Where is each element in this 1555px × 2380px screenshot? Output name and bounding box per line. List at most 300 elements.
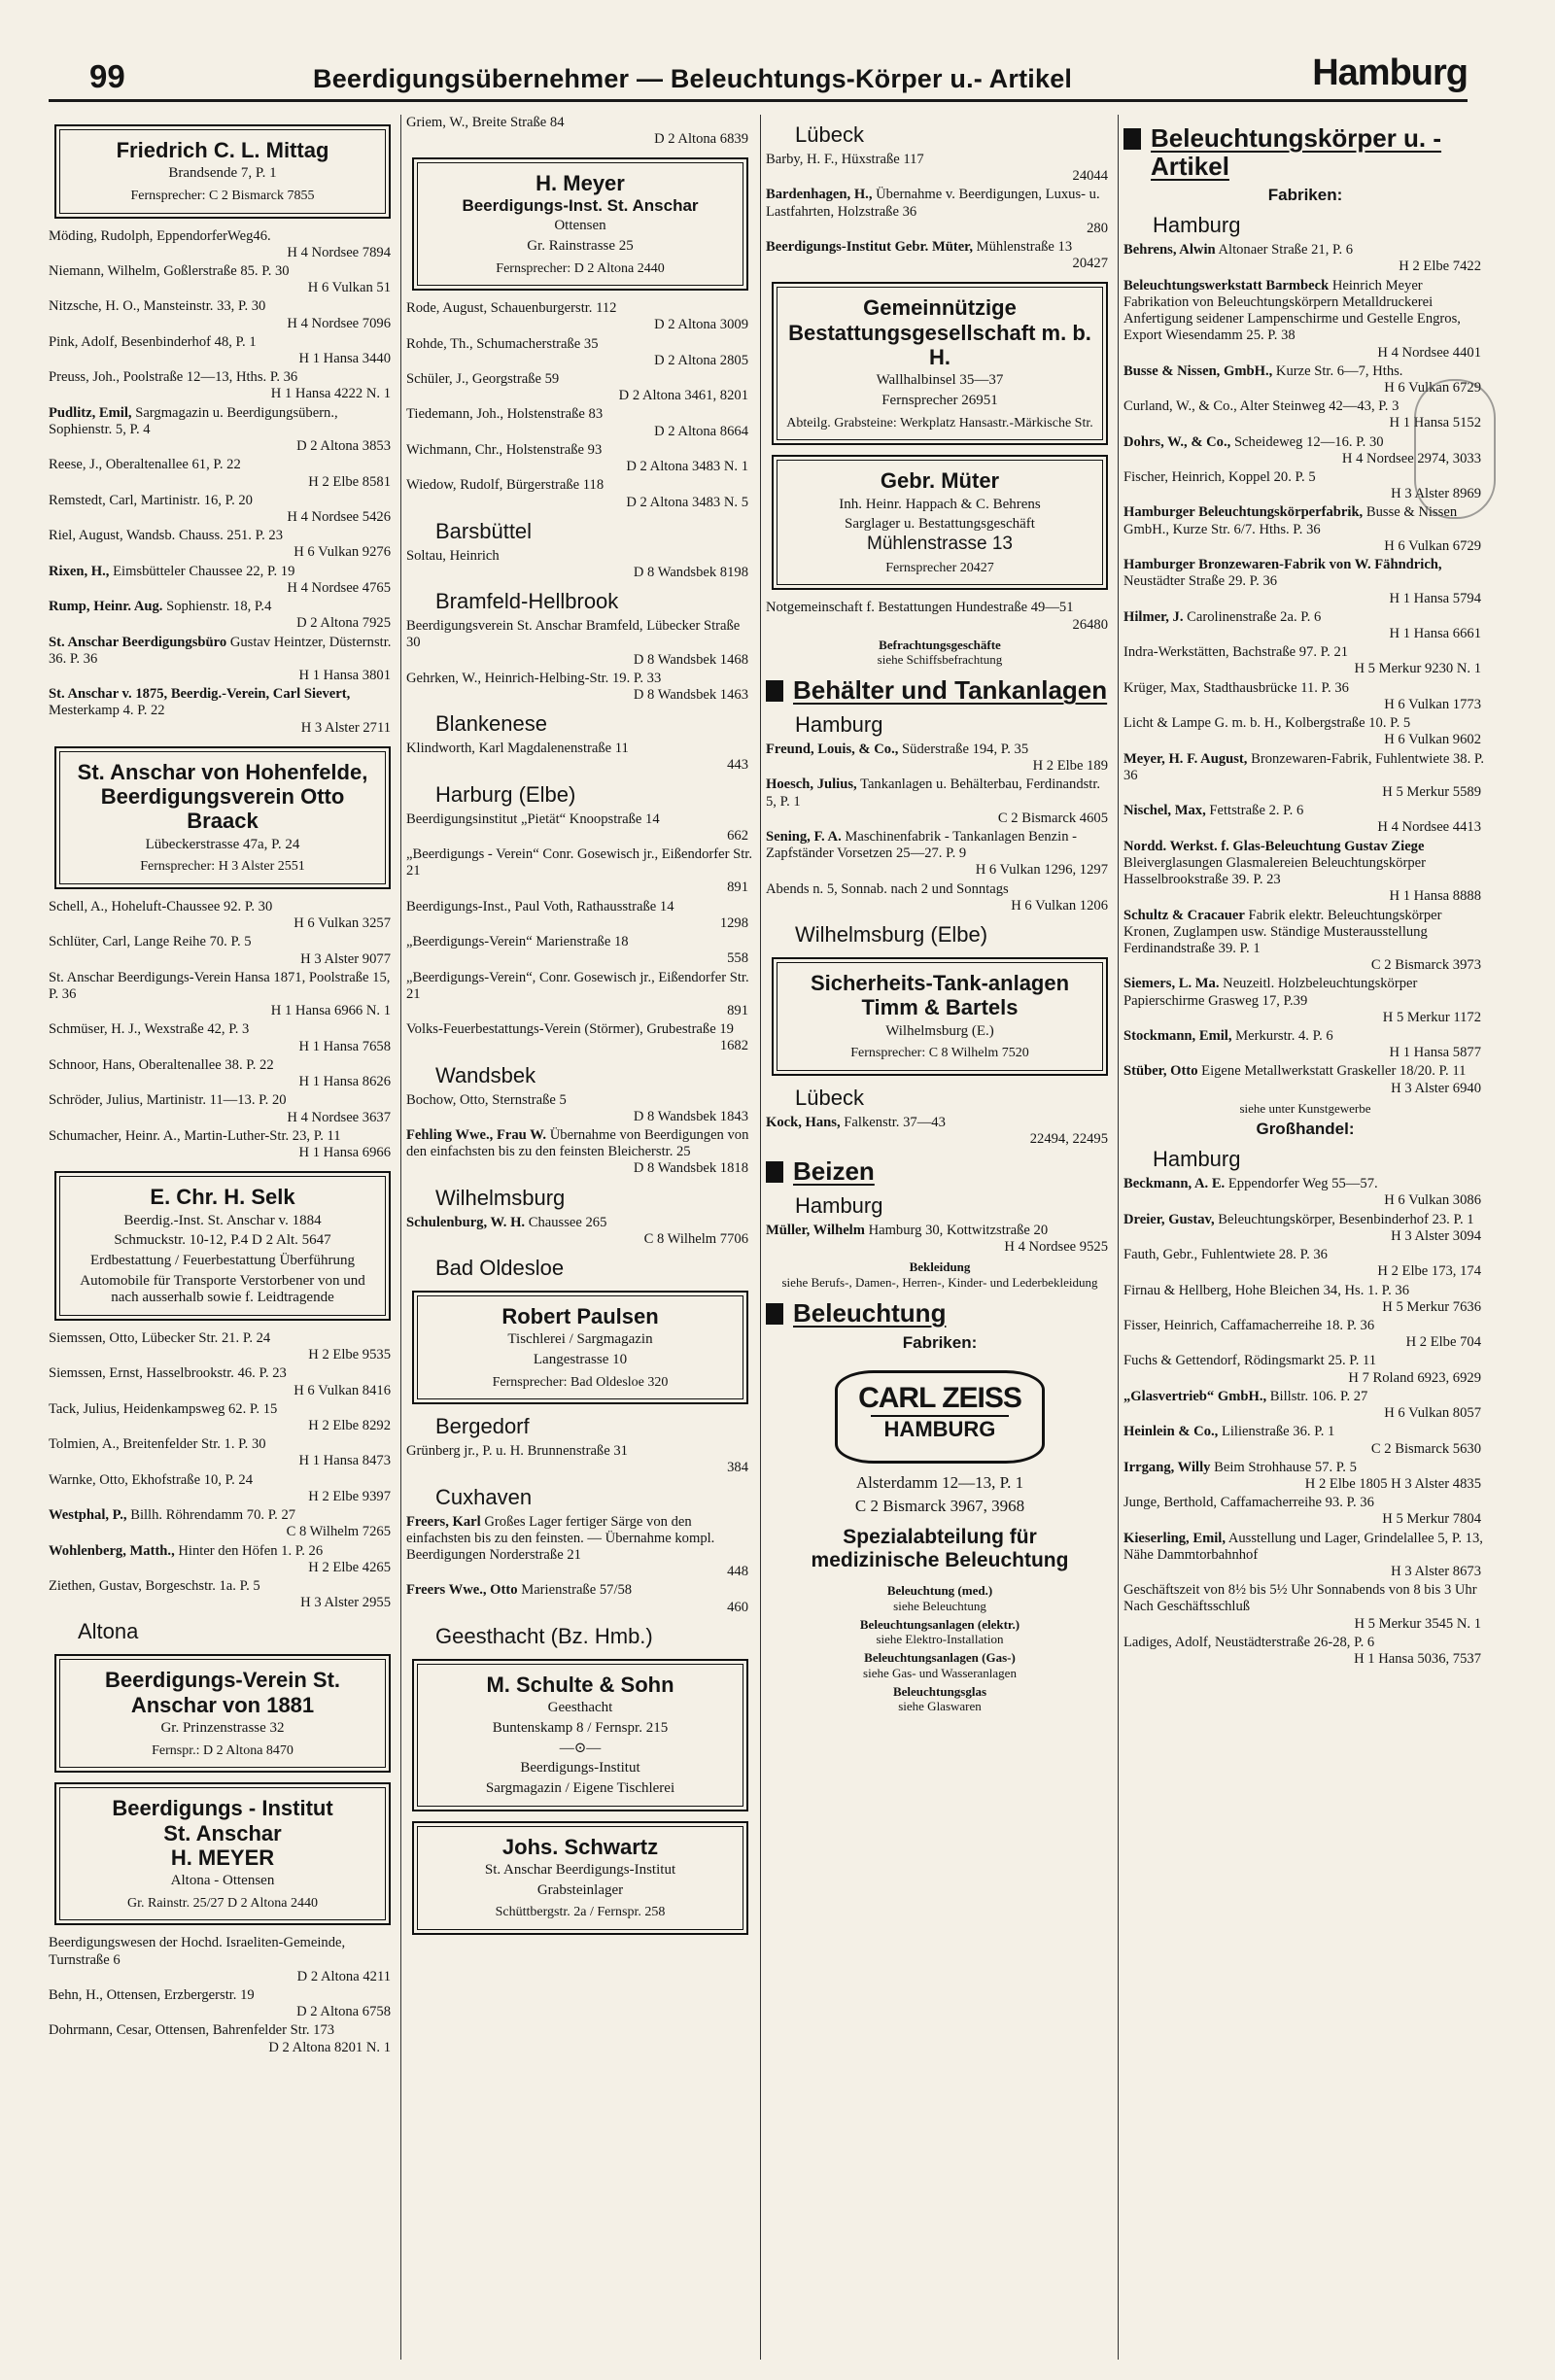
entry-text: Neuzeitl. Holzbeleuchtungskörper Papierschirme Grasweg 17, P.39 <box>1123 976 1418 1009</box>
list-item <box>49 263 397 296</box>
list-item <box>1123 1283 1487 1316</box>
city-heading: Hamburg <box>1153 1147 1241 1172</box>
entry-text: Fisser, Heinrich, Caffamacherreihe 18. P. 36 <box>1123 1317 1375 1333</box>
entry-list <box>1123 1176 1487 1668</box>
entry-name: Stockmann, Emil, <box>1123 1028 1232 1045</box>
entry-phone: H 1 Hansa 5152 <box>1389 415 1481 431</box>
ad-name: St. Anschar von Hohenfelde, Beerdigungsverein Otto Braack <box>77 759 368 834</box>
city-heading: Lübeck <box>795 122 864 147</box>
list-item <box>406 1215 754 1248</box>
ad-phone: Gr. Rainstr. 25/27 D 2 Altona 2440 <box>127 1895 318 1911</box>
entry-text: Wiedow, Rudolf, Bürgerstraße 118 <box>406 477 605 494</box>
ad-verein-1881 <box>54 1654 391 1773</box>
xref-target: siehe Beleuchtung <box>893 1598 986 1613</box>
entry-text: Sargmagazin u. Beerdigungsübern., Sophienstr. 5, P. 4 <box>49 404 338 437</box>
entry-text: Junge, Berthold, Caffamacherreihe 93. P. 36 <box>1123 1495 1374 1511</box>
page-title: Beerdigungsübernehmer — Beleuchtungs-Körper u.- Artikel <box>313 64 1073 93</box>
entry-phone: D 2 Altona 3483 N. 5 <box>626 494 748 510</box>
entry-text: Süderstraße 194, P. 35 <box>902 741 1029 757</box>
list-item <box>49 1472 397 1505</box>
entry-text: Billh. Röhrendamm 70. P. 27 <box>130 1507 296 1524</box>
ad-line: Buntenskamp 8 / Fernspr. 215 <box>492 1719 669 1736</box>
list-item <box>49 1128 397 1161</box>
entry-text: St. Anschar Beerdigungs-Verein Hansa 1871, Poolstraße 15, P. 36 <box>49 969 391 1003</box>
entry-text: Gustav Heintzer, Düsternstr. 36. P. 36 <box>49 634 392 667</box>
entry-text: Lilienstraße 36. P. 1 <box>1221 1424 1335 1440</box>
xref-target: siehe Berufs-, Damen-, Herren-, Kinder- und Lederbekleidung <box>781 1274 1098 1290</box>
list-item <box>49 1987 397 2020</box>
ad-name: H. MEYER <box>170 1845 275 1870</box>
column-rule <box>760 115 761 2360</box>
list-item <box>49 1092 397 1125</box>
entry-phone: H 6 Vulkan 8057 <box>1384 1405 1481 1422</box>
entry-name: Hamburger Beleuchtungskörperfabrik, <box>1123 504 1364 521</box>
list-item <box>766 881 1114 914</box>
entry-text: Tolmien, A., Breitenfelder Str. 1. P. 30 <box>49 1436 266 1453</box>
entry-text: Schnoor, Hans, Oberaltenallee 38. P. 22 <box>49 1056 274 1073</box>
entry-phone: H 6 Vulkan 9276 <box>294 544 391 561</box>
library-stamp <box>1414 379 1496 519</box>
list-item <box>49 1057 397 1090</box>
entry-phone: H 5 Merkur 3545 N. 1 <box>1354 1615 1481 1632</box>
list-item <box>1123 557 1487 607</box>
entry-name: Behrens, Alwin <box>1123 242 1216 259</box>
entry-phone: H 4 Nordsee 3637 <box>287 1109 391 1125</box>
section-title: Beizen <box>793 1156 875 1187</box>
entry-text: Abends n. 5, Sonnab. nach 2 und Sonntags <box>766 880 1009 897</box>
entry-list <box>1123 242 1487 1097</box>
list-item <box>766 152 1114 185</box>
entry-list <box>49 1330 397 1612</box>
entry-text: Sophienstr. 18, P.4 <box>166 599 272 615</box>
ad-name: Johs. Schwartz <box>501 1834 659 1859</box>
list-item <box>49 528 397 561</box>
ad-line: Automobile für Transporte Verstorbener von und nach ausserhalb sowie f. Leidtragende <box>80 1272 365 1306</box>
entry-phone: H 4 Nordsee 7096 <box>287 315 391 331</box>
entry-phone: C 8 Wilhelm 7706 <box>643 1230 748 1247</box>
entry-text: Eigene Metallwerkstatt Graskeller 18/20. P. 11 <box>1201 1063 1467 1080</box>
city-heading: Geesthacht (Bz. Hmb.) <box>435 1623 653 1648</box>
entry-phone: H 1 Hansa 4222 N. 1 <box>270 386 391 402</box>
ad-line: —⊙— <box>559 1740 602 1756</box>
list-item <box>1123 1318 1487 1351</box>
list-item <box>49 934 397 967</box>
list-item <box>406 741 754 774</box>
entry-phone: H 5 Merkur 7804 <box>1382 1511 1481 1528</box>
entry-phone: H 1 Hansa 6966 N. 1 <box>270 1003 391 1019</box>
ad-line: Altona - Ottensen <box>170 1873 275 1889</box>
list-item <box>49 1436 397 1469</box>
list-item <box>1123 1353 1487 1386</box>
column-rule <box>400 115 401 2360</box>
entry-phone: D 8 Wandsbek 1468 <box>633 651 748 668</box>
section-title: Beleuchtung <box>793 1297 947 1328</box>
entry-list <box>766 742 1114 914</box>
entry-phone: H 4 Nordsee 7894 <box>287 244 391 260</box>
entry-text: Niemann, Wilhelm, Goßlerstraße 85. P. 30 <box>49 262 290 279</box>
entry-text: Bronzewaren-Fabrik, Fuhlentwiete 38. P. 36 <box>1123 750 1485 783</box>
entry-phone: C 8 Wilhelm 7265 <box>286 1524 391 1540</box>
subheading: Fabriken: <box>902 1332 978 1352</box>
list-item <box>49 686 397 737</box>
ad-schwartz <box>412 1821 748 1935</box>
entry-text: Beerdigungswesen der Hochd. Israeliten-Gemeinde, Turnstraße 6 <box>49 1935 346 1968</box>
entry-name: Müller, Wilhelm <box>766 1222 865 1238</box>
entry-name: Freund, Louis, & Co., <box>766 741 899 757</box>
entry-text: Riel, August, Wandsb. Chauss. 251. P. 23 <box>49 528 283 544</box>
cross-reference: siehe unter Kunstgewerbe <box>1239 1100 1371 1116</box>
entry-phone: H 1 Hansa 7658 <box>298 1038 391 1054</box>
entry-phone: H 2 Elbe 173, 174 <box>1377 1263 1481 1280</box>
column-2 <box>406 115 754 2364</box>
entry-phone: D 2 Altona 3483 N. 1 <box>626 459 748 475</box>
entry-text: Rode, August, Schauenburgerstr. 112 <box>406 300 617 317</box>
entry-text: Grünberg jr., P. u. H. Brunnenstraße 31 <box>406 1443 628 1460</box>
list-item <box>1123 803 1487 836</box>
list-item <box>766 1223 1114 1256</box>
list-item <box>1123 1531 1487 1581</box>
section-marker-icon <box>1123 128 1141 150</box>
entry-phone: H 3 Alster 2711 <box>300 719 391 736</box>
entry-phone: D 2 Altona 7925 <box>296 615 391 632</box>
list-item <box>49 635 397 685</box>
ad-line: Schmuckstr. 10-12, P.4 D 2 Alt. 5647 <box>114 1232 331 1249</box>
subheading: Großhandel: <box>1256 1120 1355 1139</box>
city-heading: Cuxhaven <box>435 1484 533 1509</box>
xref-target: siehe Glaswaren <box>898 1699 982 1714</box>
entry-phone: H 1 Hansa 8888 <box>1389 888 1481 905</box>
list-item <box>406 618 754 669</box>
list-item <box>1123 1635 1487 1668</box>
entry-phone: 891 <box>727 880 748 896</box>
ad-phone: Fernsprecher 20427 <box>885 560 994 575</box>
ad-line: Inh. Heinr. Happach & C. Behrens <box>839 496 1041 512</box>
entry-list <box>406 741 754 774</box>
list-item <box>406 970 754 1020</box>
entry-phone: 22494, 22495 <box>1029 1131 1108 1148</box>
list-item <box>406 115 754 148</box>
city-heading: Altona <box>78 1619 139 1644</box>
ad-name: E. Chr. H. Selk <box>150 1185 295 1210</box>
ad-line: Mühlenstrasse 13 <box>867 533 1013 554</box>
entry-text: Rohde, Th., Schumacherstraße 35 <box>406 335 599 352</box>
ad-line: Wallhalbinsel 35—37 <box>876 372 1004 389</box>
entry-phone: H 6 Vulkan 3086 <box>1384 1192 1481 1209</box>
entry-list <box>766 152 1114 273</box>
logo-text: HAMBURG <box>871 1415 1010 1442</box>
entry-phone: H 4 Nordsee 4401 <box>1377 344 1481 361</box>
entry-text: Ziethen, Gustav, Borgeschstr. 1a. P. 5 <box>49 1578 260 1595</box>
city-heading: Wandsbek <box>435 1062 536 1087</box>
list-item <box>406 1127 754 1178</box>
entry-name: Kieserling, Emil, <box>1123 1530 1226 1546</box>
entry-text: Indra-Werkstätten, Bachstraße 97. P. 21 <box>1123 644 1349 661</box>
city-heading: Bergedorf <box>435 1414 530 1439</box>
ad-name: M. Schulte & Sohn <box>486 1672 674 1697</box>
entry-phone: H 3 Alster 8969 <box>1391 486 1481 502</box>
entry-phone: H 1 Hansa 3801 <box>298 667 391 683</box>
entry-phone: H 2 Elbe 8292 <box>308 1418 391 1434</box>
ad-gebr-mueter <box>772 455 1108 590</box>
cross-reference <box>766 638 1114 668</box>
ad-gemeinnuetzige <box>772 282 1108 445</box>
ad-name: Gebr. Müter <box>880 468 1000 494</box>
entry-name: Nordd. Werkst. f. Glas-Beleuchtung Gustav Ziege <box>1123 838 1425 854</box>
entry-name: Wohlenberg, Matth., <box>49 1542 175 1559</box>
entry-text: Nitzsche, H. O., Mansteinstr. 33, P. 30 <box>49 298 266 315</box>
entry-phone: H 1 Hansa 8473 <box>298 1453 391 1469</box>
entry-phone: 26480 <box>1072 616 1108 633</box>
list-item <box>406 934 754 967</box>
section-heading <box>1123 124 1487 180</box>
entry-text: Wichmann, Chr., Holstenstraße 93 <box>406 441 603 458</box>
entry-list <box>406 548 754 581</box>
entry-phone: C 2 Bismarck 4605 <box>997 810 1108 826</box>
entry-name: Dohrs, W., & Co., <box>1123 433 1231 450</box>
list-item <box>406 1021 754 1054</box>
column-3 <box>766 115 1114 2364</box>
ad-line: Beerdig.-Inst. St. Anschar v. 1884 <box>123 1212 322 1228</box>
ad-schulte <box>412 1659 748 1811</box>
ad-line: Tischlerei / Sargmagazin <box>507 1331 653 1348</box>
entry-phone: H 2 Elbe 704 <box>1405 1334 1481 1351</box>
list-item <box>1123 1460 1487 1493</box>
entry-text: Barby, H. F., Hüxstraße 117 <box>766 151 924 167</box>
entry-text: Scheideweg 12—16. P. 30 <box>1233 433 1384 450</box>
cross-reference <box>766 1684 1114 1714</box>
entry-phone: H 1 Hansa 6661 <box>1389 626 1481 641</box>
entry-phone: C 2 Bismarck 3973 <box>1370 957 1481 974</box>
list-item <box>49 1507 397 1540</box>
ad-hohenfelde <box>54 746 391 889</box>
ad-line: Fernsprecher 26951 <box>881 393 998 409</box>
ad-phone: Fernsprecher: D 2 Altona 2440 <box>496 260 665 276</box>
entry-phone: H 5 Merkur 7636 <box>1382 1298 1481 1315</box>
entry-text: Fabrik elektr. Beleuchtungskörper Kronen, Zuglampen usw. Ständige Musterausstellung Ferdinandstraße 39. P. 1 <box>1123 907 1442 956</box>
entry-phone: D 2 Altona 6758 <box>296 2004 391 2020</box>
entry-phone: 384 <box>727 1460 748 1476</box>
entry-list <box>49 1935 397 2056</box>
entry-phone: D 2 Altona 3853 <box>296 438 391 455</box>
ad-address: Brandsende 7, P. 1 <box>168 165 277 182</box>
entry-name: Schulenburg, W. H. <box>406 1214 526 1230</box>
list-item <box>406 671 754 704</box>
entry-phone: 1682 <box>719 1038 748 1054</box>
entry-phone: H 7 Roland 6923, 6929 <box>1348 1369 1481 1386</box>
page-header <box>49 54 1468 102</box>
list-item <box>406 336 754 369</box>
section-marker-icon <box>766 1303 783 1325</box>
entry-text: Licht & Lampe G. m. b. H., Kolbergstraße 10. P. 5 <box>1123 715 1411 732</box>
entry-list <box>406 1215 754 1248</box>
entry-phone: D 2 Altona 3009 <box>654 317 748 333</box>
entry-text: „Beerdigungs - Verein“ Conr. Gosewisch jr., Eißendorfer Str. 21 <box>406 846 752 880</box>
entry-phone: H 1 Hansa 3440 <box>298 351 391 367</box>
ad-phone: Fernspr.: D 2 Altona 8470 <box>152 1742 294 1758</box>
ad-name: Beerdigungs-Verein St. Anschar von 1881 <box>104 1668 341 1717</box>
entry-phone: 558 <box>727 950 748 967</box>
entry-text: Beerdigungsinstitut „Pietät“ Knoopstraße 14 <box>406 811 660 827</box>
entry-text: Altonaer Straße 21, P. 6 <box>1218 242 1354 259</box>
list-item <box>406 406 754 439</box>
entry-name: Hamburger Bronzewaren-Fabrik von W. Fähndrich, <box>1123 557 1442 573</box>
ad-mittag <box>54 124 391 219</box>
ad-line: Abteilg. Grabsteine: Werkplatz Hansastr.-Märkische Str. <box>786 415 1093 431</box>
ad-line: Beerdigungs-Institut <box>520 1760 640 1776</box>
ad-paulsen <box>412 1291 748 1404</box>
list-item <box>406 371 754 404</box>
entry-name: Westphal, P., <box>49 1507 127 1524</box>
entry-name: Beleuchtungswerkstatt Barmbeck <box>1123 277 1330 293</box>
entry-text: Kurze Str. 6—7, Hths. <box>1275 362 1403 379</box>
city-heading: Wilhelmsburg (Elbe) <box>795 922 988 948</box>
column-rule <box>1118 115 1119 2360</box>
section-heading <box>766 1299 1114 1328</box>
list-item <box>1123 242 1487 275</box>
ad-line: Geesthacht <box>547 1700 613 1716</box>
ad-name: St. Anschar <box>163 1820 282 1845</box>
list-item <box>49 228 397 261</box>
ad-name: Friedrich C. L. Mittag <box>116 138 329 162</box>
entry-text: Siemssen, Ernst, Hasselbrookstr. 46. P. 23 <box>49 1365 287 1382</box>
entry-phone: D 2 Altona 8664 <box>654 423 748 439</box>
list-item <box>1123 278 1487 362</box>
entry-text: Beerdigungs-Inst., Paul Voth, Rathausstraße 14 <box>406 898 674 914</box>
entry-text: Mesterkamp 4. P. 22 <box>49 703 165 719</box>
xref-term: Bekleidung <box>909 1259 971 1275</box>
zeiss-address: Alsterdamm 12—13, P. 1 <box>855 1472 1024 1492</box>
list-item <box>1123 680 1487 713</box>
list-item <box>1123 644 1487 677</box>
entry-text: Falkenstr. 37—43 <box>844 1114 946 1130</box>
entry-text: Schüler, J., Georgstraße 59 <box>406 371 560 388</box>
zeiss-specialty: Spezialabteilung für medizinische Beleuchtung <box>811 1525 1069 1572</box>
entry-text: Übernahme von Beerdigungen von den einfachsten bis zu den feinsten Bleicherstr. 25 <box>406 1127 749 1160</box>
header-city: Hamburg <box>1312 52 1468 93</box>
list-item <box>1123 609 1487 642</box>
list-item <box>49 1021 397 1054</box>
entry-text: Ladiges, Adolf, Neustädterstraße 26-28, P. 6 <box>1123 1634 1375 1650</box>
entry-text: Schlüter, Carl, Lange Reihe 70. P. 5 <box>49 934 252 950</box>
entry-text: Schmüser, H. J., Wexstraße 42, P. 3 <box>49 1021 250 1038</box>
entry-text: Fettstraße 2. P. 6 <box>1209 803 1304 819</box>
ad-line: Beerdigungs-Inst. St. Anschar <box>462 195 699 215</box>
ad-line: Langestrasse 10 <box>533 1352 628 1368</box>
entry-text: Geschäftszeit von 8½ bis 5½ Uhr Sonnabends von 8 bis 3 Uhr Nach Geschäftsschluß <box>1123 1582 1477 1615</box>
list-item <box>49 1578 397 1611</box>
entry-phone: H 1 Hansa 6966 <box>298 1145 391 1160</box>
cross-reference <box>766 1650 1114 1680</box>
entry-phone: H 6 Vulkan 3257 <box>294 915 391 932</box>
list-item <box>406 300 754 333</box>
city-heading: Hamburg <box>1153 213 1241 238</box>
zeiss-phone: C 2 Bismarck 3967, 3968 <box>854 1496 1025 1515</box>
entry-phone: D 2 Altona 3461, 8201 <box>618 388 748 404</box>
entry-name: „Glasvertrieb“ GmbH., <box>1123 1388 1267 1404</box>
entry-phone: H 1 Hansa 5877 <box>1389 1045 1481 1061</box>
city-heading: Lübeck <box>795 1085 864 1110</box>
entry-text: Gehrken, W., Heinrich-Helbing-Str. 19. P. 33 <box>406 670 662 686</box>
list-item <box>49 1365 397 1398</box>
entry-text: Remstedt, Carl, Martinistr. 16, P. 20 <box>49 492 253 508</box>
entry-list <box>406 618 754 704</box>
entry-phone: H 5 Merkur 5589 <box>1382 783 1481 800</box>
list-item <box>766 1115 1114 1148</box>
list-item <box>1123 1212 1487 1245</box>
entry-phone: H 3 Alster 8673 <box>1391 1564 1481 1580</box>
ad-line: Grabsteinlager <box>536 1881 624 1898</box>
cross-reference <box>766 1259 1114 1290</box>
ad-timm-bartels <box>772 957 1108 1076</box>
list-item <box>49 564 397 597</box>
entry-phone: 20427 <box>1072 256 1108 272</box>
entry-name: Sening, F. A. <box>766 829 842 845</box>
entry-list <box>406 115 754 148</box>
entry-text: Neustädter Straße 29. P. 36 <box>1123 573 1278 590</box>
list-item <box>766 187 1114 237</box>
entry-text: Fuchs & Gettendorf, Rödingsmarkt 25. P. 11 <box>1123 1353 1377 1369</box>
entry-list <box>406 1092 754 1178</box>
entry-list <box>766 600 1114 633</box>
entry-phone: H 4 Nordsee 4765 <box>287 579 391 596</box>
entry-phone: H 3 Alster 6940 <box>1391 1080 1481 1096</box>
entry-phone: D 2 Altona 2805 <box>654 352 748 368</box>
list-item <box>49 1330 397 1363</box>
list-item <box>49 369 397 402</box>
entry-name: Hilmer, J. <box>1123 608 1184 625</box>
entry-text: Klindworth, Karl Magdalenenstraße 11 <box>406 741 629 757</box>
list-item <box>49 1401 397 1434</box>
city-heading: Harburg (Elbe) <box>435 781 576 807</box>
entry-text: Beerdigungsverein St. Anschar Bramfeld, Lübecker Straße 30 <box>406 618 741 651</box>
entry-text: Hamburg 30, Kottwitzstraße 20 <box>868 1222 1049 1238</box>
list-item <box>49 298 397 331</box>
entry-text: Marienstraße 57/58 <box>521 1582 633 1599</box>
ad-name: H. Meyer <box>536 171 625 196</box>
entry-text: Maschinenfabrik - Tankanlagen Benzin - Zapfständer Vorsetzen 25—27. P. 9 <box>766 829 1077 862</box>
xref-term: Beleuchtung (med.) <box>886 1583 993 1599</box>
logo-text: CARL ZEISS <box>858 1381 1021 1414</box>
entry-text: Mühlenstraße 13 <box>976 239 1073 256</box>
list-item <box>49 970 397 1020</box>
entry-phone: H 3 Alster 2955 <box>300 1595 391 1611</box>
section-heading <box>766 676 1114 705</box>
entry-phone: C 2 Bismarck 5630 <box>1370 1440 1481 1457</box>
cross-reference <box>766 1617 1114 1647</box>
entry-text: Volks-Feuerbestattungs-Verein (Störmer), Grubestraße 19 <box>406 1021 734 1038</box>
entry-text: Busse & Nissen GmbH., Kurze Str. 6/7. Hths. P. 36 <box>1123 504 1458 537</box>
entry-name: Rump, Heinr. Aug. <box>49 599 163 615</box>
entry-text: „Beerdigungs-Verein“ Marienstraße 18 <box>406 934 629 950</box>
ad-line: St. Anschar Beerdigungs-Institut <box>484 1861 676 1878</box>
entry-phone: H 3 Alster 9077 <box>300 950 391 967</box>
list-item <box>406 1514 754 1581</box>
list-item <box>49 1935 397 1985</box>
list-item <box>1123 976 1487 1026</box>
xref-target: siehe Gas- und Wasseranlagen <box>863 1665 1017 1680</box>
entry-phone: 1298 <box>719 914 748 931</box>
entry-text: Schell, A., Hoheluft-Chaussee 92. P. 30 <box>49 898 273 914</box>
entry-phone: 24044 <box>1072 168 1108 185</box>
list-item <box>1123 839 1487 906</box>
entry-name: Stüber, Otto <box>1123 1063 1198 1080</box>
entry-text: Schumacher, Heinr. A., Martin-Luther-Str. 23, P. 11 <box>49 1127 341 1144</box>
entry-phone: H 1 Hansa 8626 <box>298 1074 391 1090</box>
entry-text: Beleuchtungskörper, Besenbinderhof 23. P. 1 <box>1218 1211 1474 1227</box>
entry-phone: 891 <box>727 1002 748 1018</box>
entry-list <box>49 228 397 737</box>
entry-name: Freers, Karl <box>406 1513 481 1530</box>
